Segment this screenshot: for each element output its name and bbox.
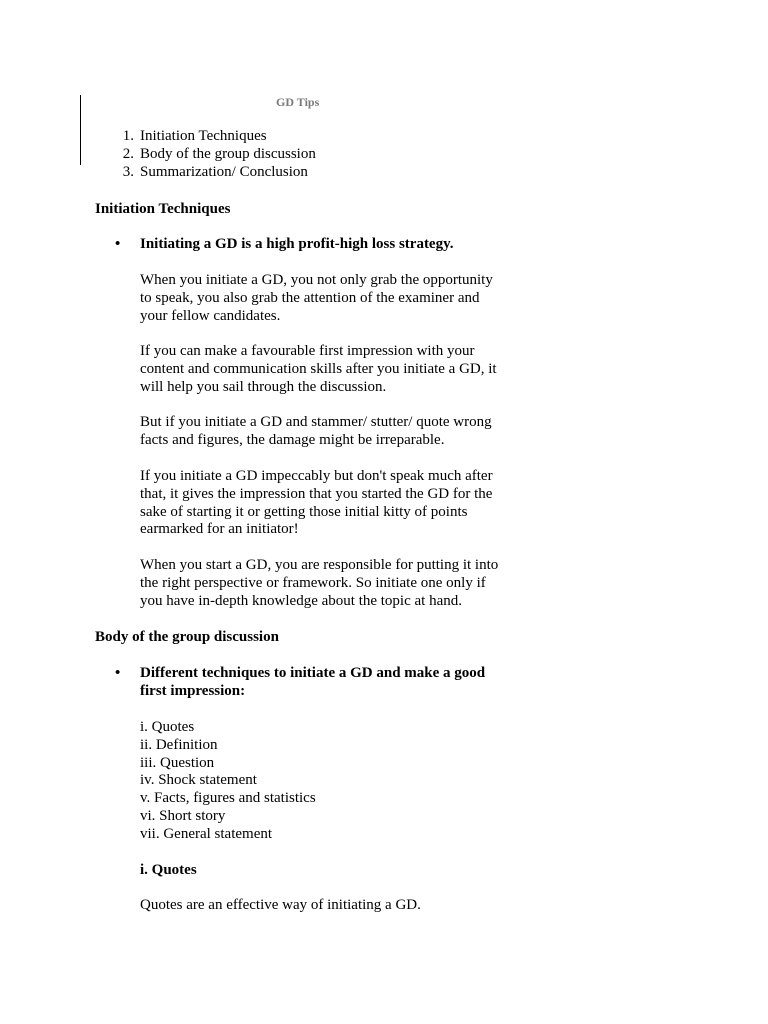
section-heading-initiation: Initiation Techniques (95, 201, 231, 217)
paragraph-line: If you initiate a GD impeccably but don't speak much after (140, 468, 493, 484)
table-of-contents (122, 128, 316, 181)
bullet-line: first impression: (140, 682, 246, 699)
toc-item (122, 163, 316, 182)
paragraph-line: earmarked for an initiator! (140, 521, 299, 538)
paragraph (140, 272, 502, 325)
technique-item: iii. Question (140, 754, 215, 771)
paragraph-line: If you can make a favourable first impression with your (140, 343, 475, 359)
technique-item: i. Quotes (140, 719, 195, 735)
document-title: GD Tips (276, 95, 320, 109)
section-heading-body: Body of the group discussion (95, 629, 279, 645)
paragraph (140, 897, 502, 915)
bullet-point (140, 665, 502, 701)
subheading-quotes: i. Quotes (140, 862, 197, 878)
paragraph-line: that, it gives the impression that you started the GD for the (140, 485, 493, 502)
paragraph (140, 414, 502, 450)
paragraph (140, 468, 502, 539)
toc-number: 3. (122, 163, 134, 180)
toc-item (122, 128, 316, 146)
techniques-list (140, 719, 502, 844)
paragraph-line: to speak, you also grab the attention of the examiner and (140, 289, 480, 306)
toc-item (122, 145, 316, 164)
change-bar (80, 95, 81, 165)
paragraph-line: But if you initiate a GD and stammer/ stutter/ quote wrong (140, 414, 492, 430)
technique-item: v. Facts, figures and statistics (140, 790, 316, 807)
paragraph-line: facts and figures, the damage might be irreparable. (140, 431, 445, 448)
technique-item: iv. Shock statement (140, 772, 257, 789)
technique-item: vii. General statement (140, 825, 273, 842)
paragraph (140, 343, 502, 396)
toc-label: Body of the group discussion (140, 145, 316, 162)
technique-item: vi. Short story (140, 807, 226, 824)
paragraph-line: When you initiate a GD, you not only grab the opportunity (140, 272, 493, 288)
paragraph-line: Quotes are an effective way of initiating a GD. (140, 897, 421, 913)
toc-label: Summarization/ Conclusion (140, 163, 308, 180)
bullet-line: Different techniques to initiate a GD and make a good (140, 665, 486, 681)
toc-number: 1. (122, 128, 134, 144)
paragraph (140, 557, 502, 610)
paragraph-line: the right perspective or framework. So initiate one only if (140, 574, 486, 591)
paragraph-line: will help you sail through the discussion. (140, 378, 387, 395)
bullet-icon: • (115, 236, 121, 252)
toc-label: Initiation Techniques (140, 128, 267, 144)
technique-item: ii. Definition (140, 736, 218, 753)
paragraph-line: content and communication skills after you initiate a GD, it (140, 360, 497, 377)
bullet-icon: • (115, 665, 121, 681)
paragraph-line: your fellow candidates. (140, 307, 281, 324)
paragraph-line: When you start a GD, you are responsible for putting it into (140, 557, 499, 573)
toc-number: 2. (122, 145, 134, 162)
paragraph-line: sake of starting it or getting those initial kitty of points (140, 503, 468, 520)
bullet-point: Initiating a GD is a high profit-high loss strategy. (140, 236, 454, 252)
paragraph-line: you have in-depth knowledge about the topic at hand. (140, 592, 462, 609)
